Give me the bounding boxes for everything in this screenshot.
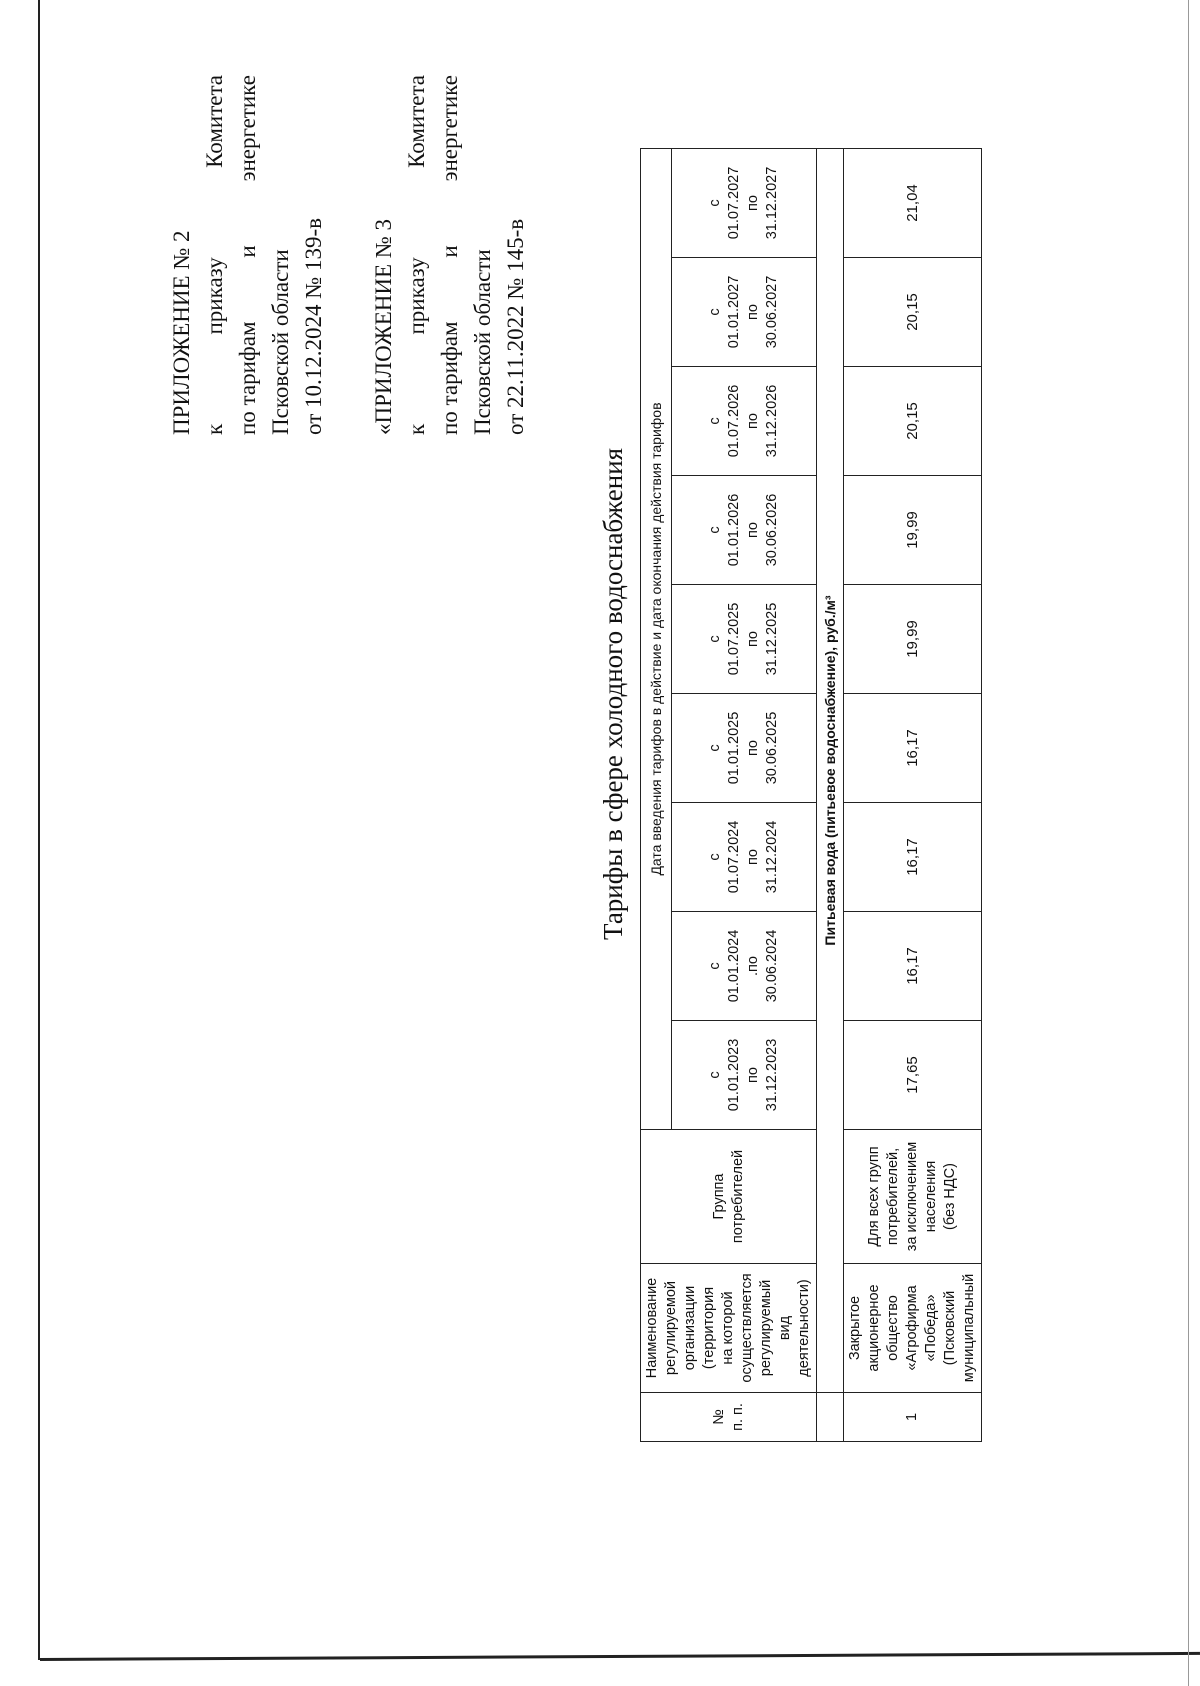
header-num: № п. п. (641, 1393, 817, 1442)
period-header: с 01.01.2027 по 30.06.2027 (672, 258, 817, 367)
appendix-3-title: «ПРИЛОЖЕНИЕ № 3 (371, 218, 396, 435)
tariff-value: 19,99 (844, 585, 982, 694)
tariff-value: 16,17 (844, 803, 982, 912)
tariff-value: 17,65 (844, 1021, 982, 1130)
document-title: Тарифы в сфере холодного водоснабжения (598, 447, 628, 940)
tariff-table (640, 148, 982, 1442)
tariff-value: 21,04 (844, 149, 982, 258)
appendix-2-title: ПРИЛОЖЕНИЕ № 2 (169, 230, 194, 435)
period-header: с 01.01.2024 .по 30.06.2024 (672, 912, 817, 1021)
appendix-2-block (165, 75, 330, 435)
tariff-value: 20,15 (844, 258, 982, 367)
tariff-value: 19,99 (844, 476, 982, 585)
appendix-2-line4: от 10.12.2024 № 139-в (301, 218, 326, 435)
section-row (817, 149, 844, 1442)
period-header: с 01.01.2026 по 30.06.2026 (672, 476, 817, 585)
appendix-3-block (367, 75, 532, 435)
section-title: Питьевая вода (питьевое водоснабжение), руб./м³ (817, 149, 844, 1393)
period-header: с 01.07.2027 по 31.12.2027 (672, 149, 817, 258)
period-header: с 01.01.2025 по 30.06.2025 (672, 694, 817, 803)
appendix-2-line1: к приказу Комитета (202, 75, 227, 435)
header-period-span: Дата введения тарифов в действие и дата окончания действия тарифов (641, 149, 672, 1130)
appendix-3-line4: от 22.11.2022 № 145-в (503, 218, 528, 435)
period-header: с 01.01.2023 по 31.12.2023 (672, 1021, 817, 1130)
appendix-2-line2: по тарифам и энергетике (235, 75, 260, 435)
rotated-page (0, 40, 1200, 1600)
row-org: Закрытое акционерное общество «Агрофирма «Победа» (Псковский муниципальный (844, 1264, 982, 1393)
header-row-1 (641, 149, 672, 1442)
row-group: Для всех групп потребителей, за исключением населения (без НДС) (844, 1130, 982, 1264)
tariff-value: 16,17 (844, 912, 982, 1021)
row-num: 1 (844, 1393, 982, 1442)
appendix-2-line3: Псковской области (268, 249, 293, 435)
tariff-value: 16,17 (844, 694, 982, 803)
tariff-value: 20,15 (844, 367, 982, 476)
header-group: Группа потребителей (641, 1130, 817, 1264)
header-org: Наименование регулируемой организации (территория на которой осуществляется регулируемый вид деятельности) (641, 1264, 817, 1393)
appendix-3-line1: к приказу Комитета (404, 75, 429, 435)
appendix-3-line3: Псковской области (470, 249, 495, 435)
table-row (844, 149, 982, 1442)
period-header: с 01.07.2025 по 31.12.2025 (672, 585, 817, 694)
scan-edge-bottom (40, 1652, 1200, 1661)
period-header: с 01.07.2026 по 31.12.2026 (672, 367, 817, 476)
period-header: с 01.07.2024 по 31.12.2024 (672, 803, 817, 912)
appendix-3-line2: по тарифам и энергетике (437, 75, 462, 435)
